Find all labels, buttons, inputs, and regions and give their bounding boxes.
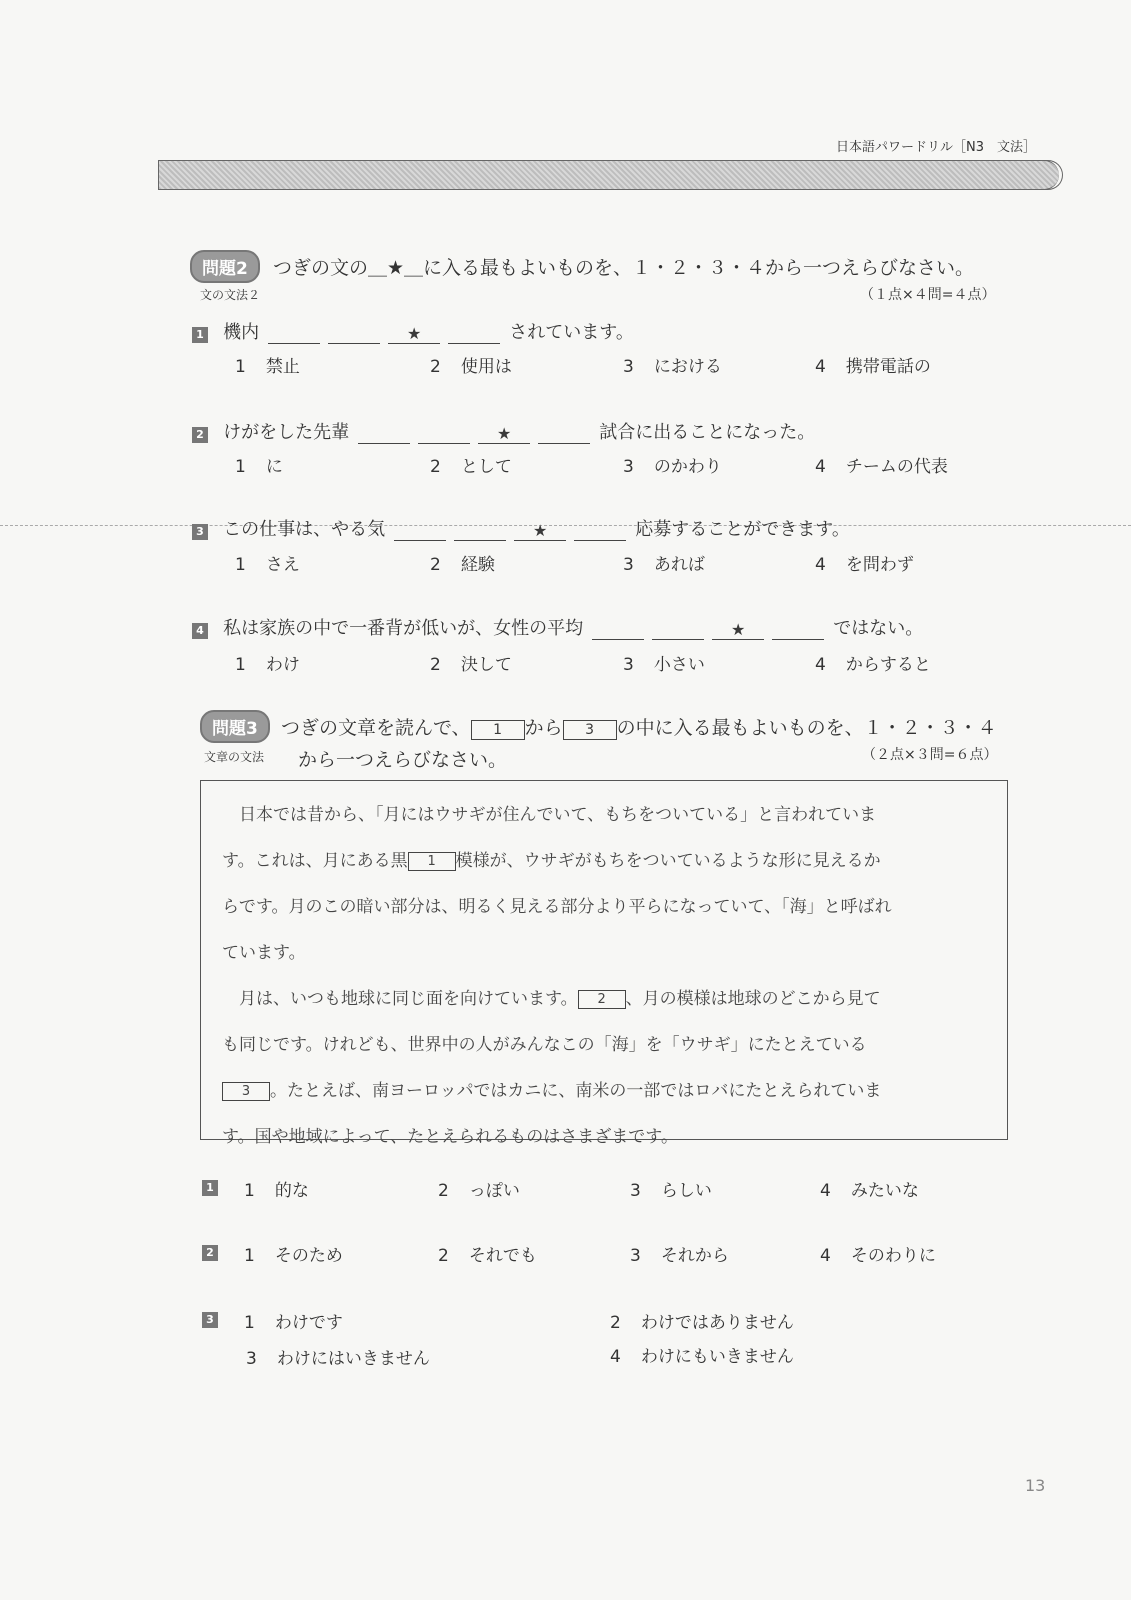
q3-answer-2: [202, 1241, 962, 1265]
option: 2 使用は: [430, 357, 512, 377]
blank-box: 1: [408, 852, 456, 871]
q2-item-text-after: 試合に出ることになった。: [599, 422, 816, 443]
option: 3 あれば: [623, 555, 705, 575]
star-blank: ★: [712, 621, 764, 640]
q2-item-text-after: されています。: [509, 322, 634, 343]
option: 1 に: [235, 457, 283, 477]
option: 2 経験: [430, 555, 495, 575]
passage-line: 3 。たとえば、南ヨーロッパではカニに、南米の一部ではロバにたとえられていま: [222, 1068, 992, 1114]
q3-answer-1: [202, 1176, 962, 1200]
option: 3 それから: [630, 1246, 729, 1266]
passage-line: す。国や地域によって、たとえられるものはさまざまです。: [222, 1127, 678, 1147]
option: 1 さえ: [235, 555, 300, 575]
option: 4 を問わず: [815, 555, 914, 575]
q2-item-text: この仕事は、やる気: [223, 519, 386, 540]
option: 4 そのわりに: [820, 1246, 936, 1266]
option: 4 からすると: [815, 655, 931, 675]
header-bar-cap: [1040, 160, 1063, 190]
q2-item-3: [192, 515, 850, 541]
option: 4 携帯電話の: [815, 357, 931, 377]
answer-blank: [358, 425, 410, 444]
answer-blank: [328, 325, 380, 344]
star-blank: ★: [388, 325, 440, 344]
q3-answer-number: 3: [202, 1312, 218, 1328]
q3-header: [200, 710, 997, 743]
q2-item-4: [192, 614, 923, 640]
q2-item-number: 2: [192, 427, 208, 443]
option: 4 わけにもいきません: [610, 1347, 794, 1367]
option: 3 わけにはいきません: [246, 1349, 430, 1369]
blank-box: 2: [578, 990, 626, 1009]
answer-blank: [538, 425, 590, 444]
answer-blank: [574, 522, 626, 541]
option: 4 みたいな: [820, 1181, 919, 1201]
passage-line: 月は、いつも地球に同じ面を向けています。 2 、月の模様は地球のどこから見て: [239, 989, 881, 1009]
option: 1 的な: [244, 1181, 309, 1201]
answer-blank: [394, 522, 446, 541]
option: 2 っぽい: [438, 1181, 520, 1201]
star-blank: ★: [514, 522, 566, 541]
answer-blank: [652, 621, 704, 640]
option: 1 わけ: [235, 655, 300, 675]
star-blank: ★: [478, 425, 530, 444]
passage-line: も同じです。けれども、世界中の人がみんなこの「海」を「ウサギ」にたとえている: [222, 1035, 867, 1055]
answer-blank: [448, 325, 500, 344]
passage-line: ています。: [222, 943, 306, 963]
option: 3 らしい: [630, 1181, 712, 1201]
q3-kara: から: [524, 717, 563, 739]
option: 2 それでも: [438, 1246, 537, 1266]
q3-answer-number: 1: [202, 1180, 218, 1196]
header-title: 日本語パワードリル［N3 文法］: [836, 140, 1036, 155]
q2-instruction: つぎの文の＿★＿に入る最もよいものを、１・２・３・４から一つえらびなさい。: [272, 257, 974, 279]
q2-item-text-after: ではない。: [833, 618, 924, 639]
blank-box: 3: [222, 1082, 270, 1101]
q3-answer-3: [202, 1308, 962, 1368]
q2-item-1: [192, 318, 634, 344]
q3-instruction-a: つぎの文章を読んで、: [280, 717, 471, 739]
option: 3 における: [623, 357, 722, 377]
q2-item-number: 4: [192, 623, 208, 639]
passage-line: らです。月のこの暗い部分は、明るく見える部分より平らになっていて、「海」と呼ばれ: [222, 897, 892, 917]
page-number: 13: [1025, 1476, 1046, 1495]
answer-blank: [454, 522, 506, 541]
q2-item-number: 3: [192, 524, 208, 540]
q3-subtitle: 文章の文法: [204, 750, 265, 764]
q3-badge: 問題3: [200, 710, 270, 743]
passage-line: 日本では昔から、「月にはウサギが住んでいて、もちをついている」と言われていま: [239, 805, 877, 825]
option: 2 として: [430, 457, 512, 477]
option: 2 わけではありません: [610, 1313, 794, 1333]
header-bar: [158, 160, 1059, 190]
option: 2 決して: [430, 655, 512, 675]
q2-item-number: 1: [192, 327, 208, 343]
q3-answer-number: 2: [202, 1245, 218, 1261]
blank-box-1: 1: [471, 720, 525, 740]
answer-blank: [772, 621, 824, 640]
q3-instruction-b: の中に入る最もよいものを、１・２・３・４: [616, 717, 997, 739]
option: 1 禁止: [235, 357, 300, 377]
option: 4 チームの代表: [815, 457, 948, 477]
q2-item-2: [192, 418, 815, 444]
q3-points: （２点×３問=６点）: [862, 747, 998, 763]
option: 3 小さい: [623, 655, 705, 675]
q2-points: （１点×４問=４点）: [860, 287, 996, 303]
q2-header: [190, 250, 974, 283]
q2-subtitle: 文の文法２: [200, 288, 261, 302]
q2-item-text: けがをした先輩: [223, 422, 350, 443]
passage-text: [222, 792, 992, 1160]
q2-badge: 問題2: [190, 250, 260, 283]
answer-blank: [592, 621, 644, 640]
q2-item-text: 機内: [223, 322, 260, 343]
option: 1 そのため: [244, 1246, 343, 1266]
answer-blank: [268, 325, 320, 344]
q2-item-text-after: 応募することができます。: [635, 519, 850, 540]
option: 1 わけです: [244, 1313, 343, 1333]
blank-box-3: 3: [563, 720, 617, 740]
q3-instruction-c: から一つえらびなさい。: [298, 749, 508, 771]
answer-blank: [418, 425, 470, 444]
q2-item-text: 私は家族の中で一番背が低いが、女性の平均: [223, 618, 584, 639]
option: 3 のかわり: [623, 457, 722, 477]
passage-line: す。これは、月にある黒 1 模様が、ウサギがもちをついているような形に見えるか: [222, 851, 881, 871]
